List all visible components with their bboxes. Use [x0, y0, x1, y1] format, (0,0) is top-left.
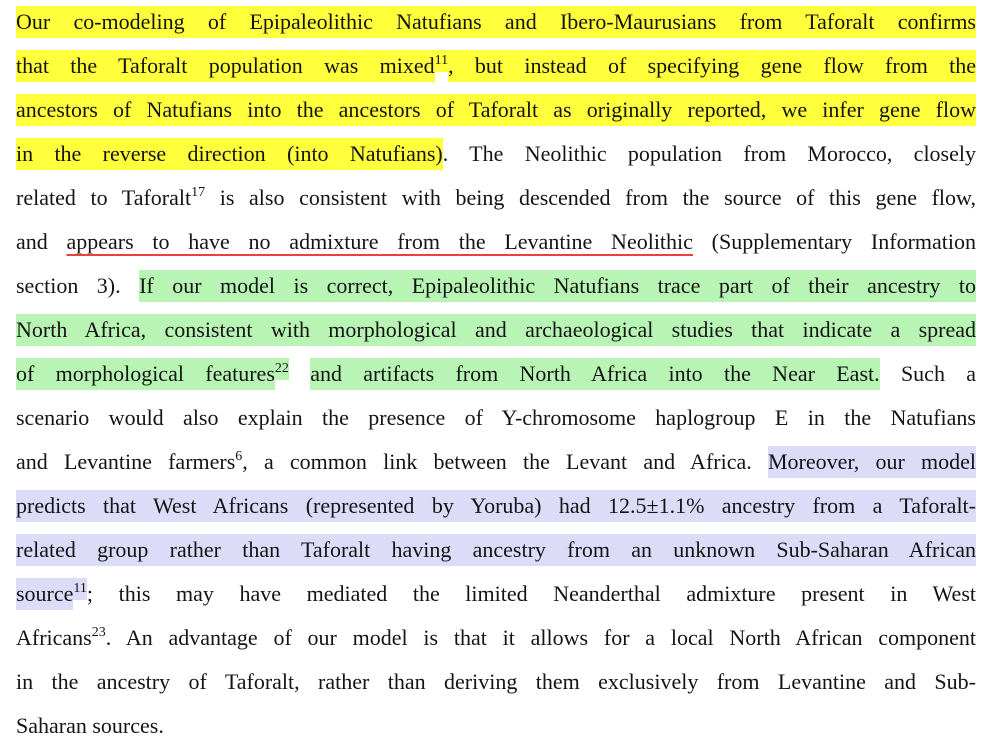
- highlighted-text-lavender: Moreover, our model: [768, 446, 976, 478]
- text-run: Saharan sources.: [16, 713, 164, 738]
- highlighted-text-yellow: , but instead of specifying gene flow from the: [448, 50, 976, 82]
- text-run: is also consistent with being descended from the source of this gene flow,: [205, 185, 977, 210]
- text-line: [16, 264, 976, 308]
- text-line: [16, 484, 976, 528]
- text-run: Africans: [16, 625, 92, 650]
- text-run: and Levantine farmers: [16, 449, 236, 474]
- highlighted-text-lavender: source: [16, 578, 73, 610]
- text-run: . An advantage of our model is that it allows for a local North African component: [105, 625, 976, 650]
- text-run: related to Taforalt: [16, 185, 192, 210]
- text-line: [16, 0, 976, 44]
- highlighted-text-yellow: in the reverse direction (into Natufians): [16, 138, 443, 170]
- text-run: scenario would also explain the presence of Y-chromosome haplogroup E in the Natufians: [16, 405, 976, 430]
- highlighted-text-yellow: that the Taforalt population was mixed: [16, 50, 435, 82]
- text-run: [289, 361, 310, 386]
- text-line: [16, 176, 976, 220]
- highlighted-citation: 11: [435, 50, 448, 72]
- text-run: in the ancestry of Taforalt, rather than deriving them exclusively from Levantine and Sub-: [16, 669, 976, 694]
- highlighted-text-green: North Africa, consistent with morphological and archaeological studies that indicate a spread: [16, 314, 976, 346]
- text-run: , a common link between the Levant and Africa.: [242, 449, 768, 474]
- highlighted-citation: 22: [275, 358, 289, 380]
- text-run: ; this may have mediated the limited Neanderthal admixture present in West: [86, 581, 976, 606]
- text-line: [16, 352, 976, 396]
- text-line: [16, 88, 976, 132]
- text-line: [16, 132, 976, 176]
- highlighted-text-yellow: ancestors of Natufians into the ancestors of Taforalt as originally reported, we infer gene flow: [16, 94, 976, 126]
- text-run: . The Neolithic population from Morocco, closely: [442, 141, 976, 166]
- text-run: section 3).: [16, 273, 140, 298]
- text-line: [16, 704, 976, 748]
- highlighted-text-green: If our model is correct, Epipaleolithic Natufians trace part of their ancestry to: [139, 270, 976, 302]
- text-line: [16, 396, 976, 440]
- citation-superscript: 6: [235, 449, 243, 464]
- text-line: [16, 572, 976, 616]
- text-run: and: [16, 229, 67, 254]
- highlighted-citation: 11: [73, 578, 86, 600]
- underlined-text: appears to have no admixture from the Levantine Neolithic: [66, 229, 693, 254]
- text-line: [16, 528, 976, 572]
- text-line: [16, 44, 976, 88]
- text-line: [16, 616, 976, 660]
- text-run: (Supplementary Information: [692, 229, 977, 254]
- highlighted-text-yellow: Our co-modeling of Epipaleolithic Natufians and Ibero-Maurusians from Taforalt confirms: [16, 6, 976, 38]
- highlighted-text-lavender: related group rather than Taforalt having ancestry from an unknown Sub-Saharan African: [16, 534, 976, 566]
- highlighted-text-green: and artifacts from North Africa into the Near East.: [310, 358, 879, 390]
- citation-superscript: 17: [191, 185, 206, 200]
- text-line: [16, 308, 976, 352]
- citation-superscript: 23: [91, 625, 106, 640]
- text-run: Such a: [879, 361, 977, 386]
- text-line: [16, 220, 976, 264]
- highlighted-text-lavender: predicts that West Africans (represented by Yoruba) had 12.5±1.1% ancestry from a Taforalt-: [16, 490, 976, 522]
- text-line: [16, 440, 976, 484]
- text-line: [16, 660, 976, 704]
- highlighted-text-green: of morphological features: [16, 358, 275, 390]
